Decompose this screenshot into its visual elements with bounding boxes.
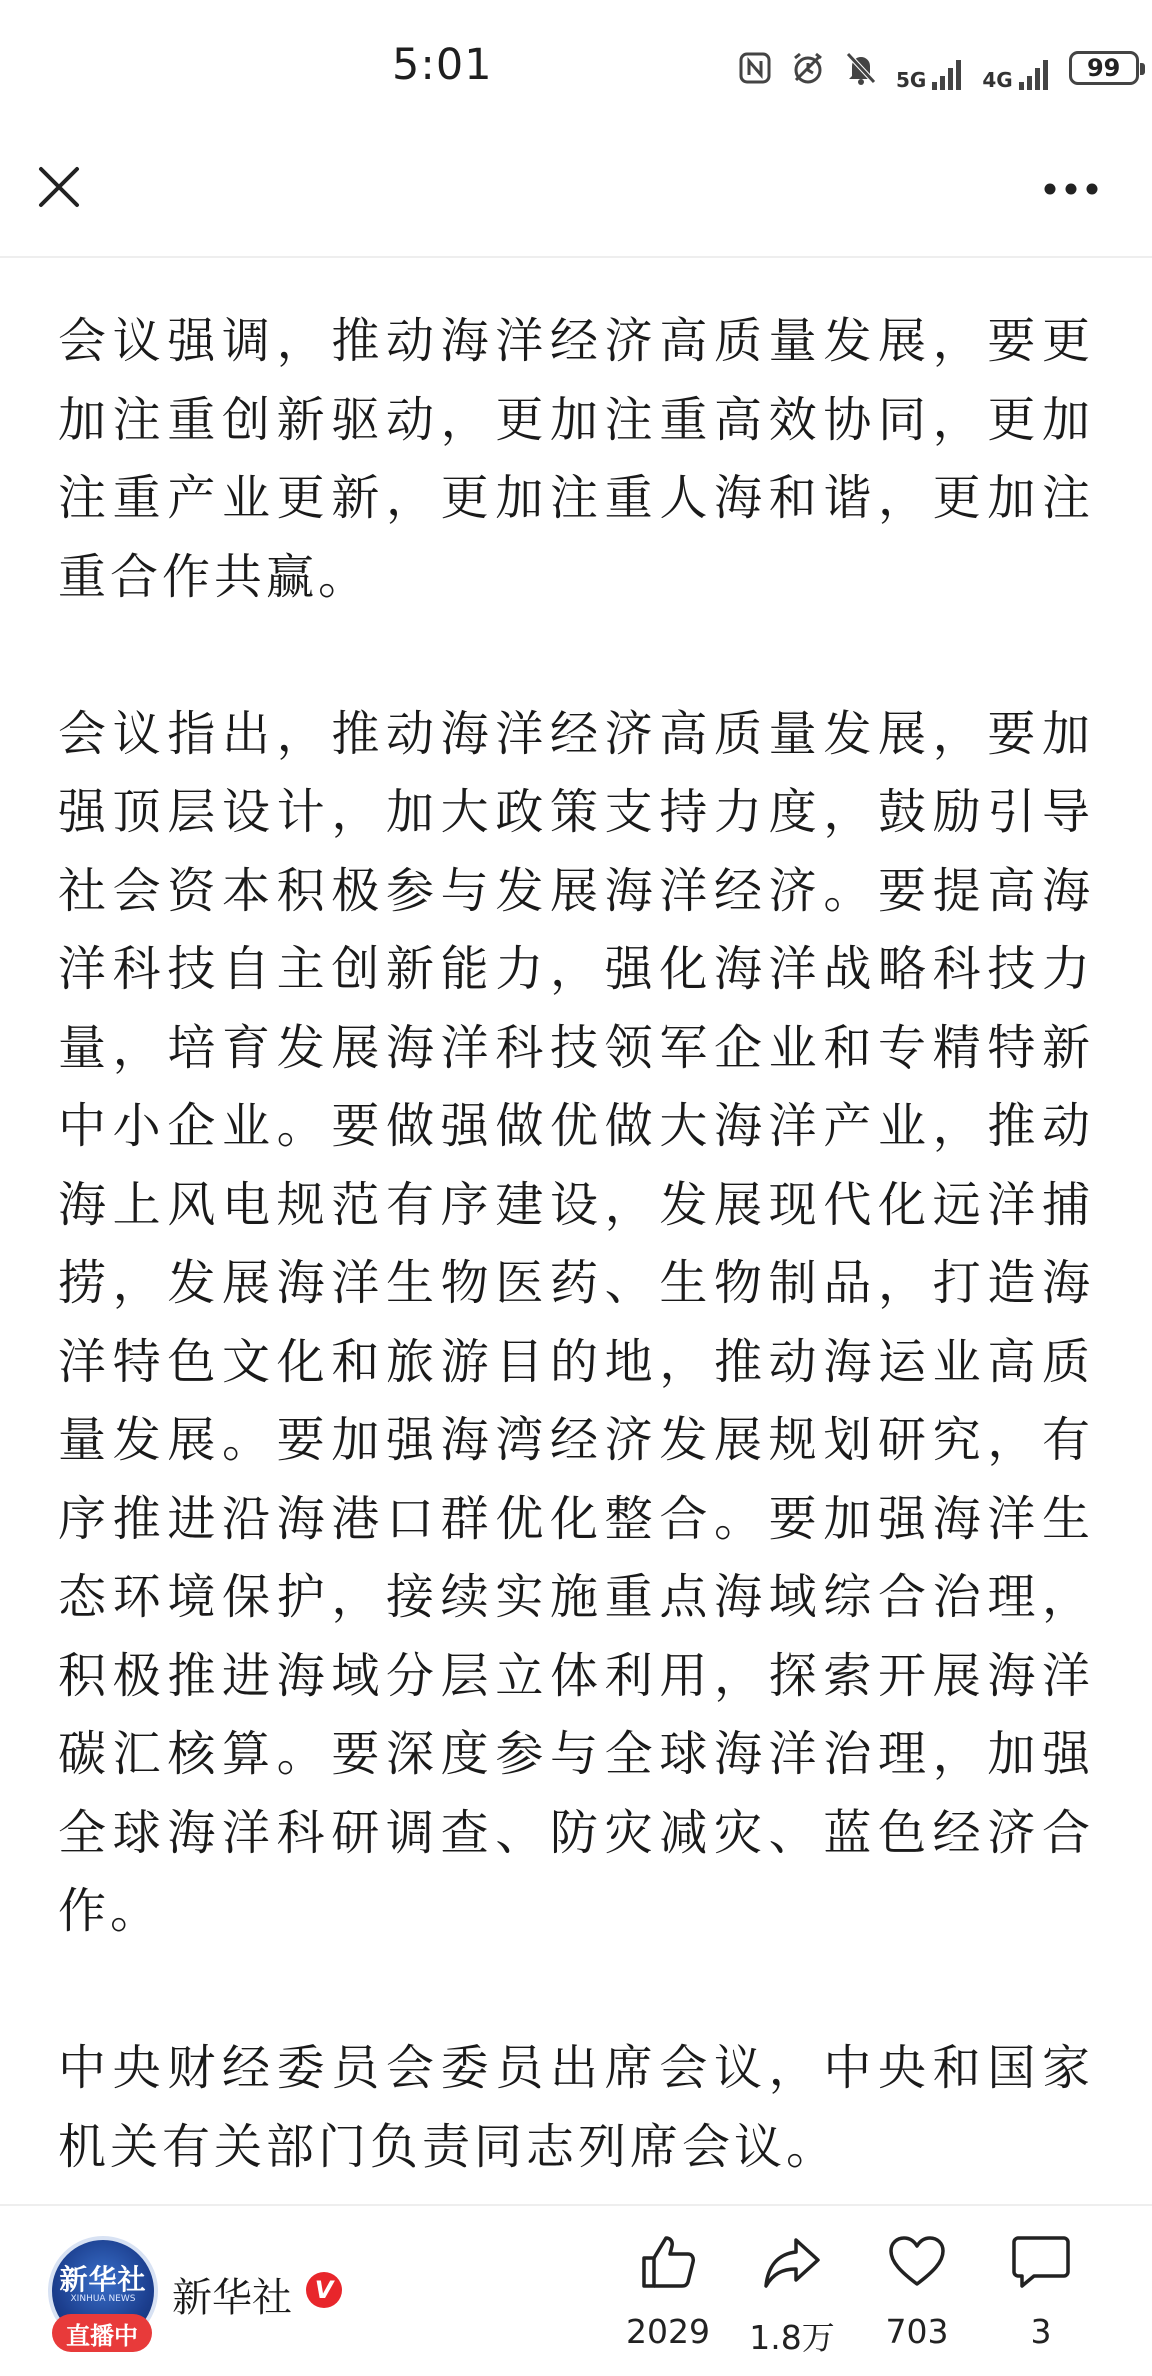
close-icon [37, 165, 81, 209]
heart-icon [887, 2232, 947, 2292]
signal-4g-icon [982, 46, 1050, 90]
like-count: 2029 [626, 2312, 710, 2351]
signal-4g-label: 4G [982, 68, 1013, 92]
top-bar [0, 134, 1152, 258]
author-name[interactable]: 新华社 [172, 2275, 292, 2321]
comment-button[interactable] [981, 2232, 1101, 2362]
status-bar [0, 0, 1152, 134]
comment-count: 3 [1030, 2312, 1052, 2351]
comment-icon [1010, 2232, 1072, 2292]
mute-icon [844, 46, 878, 90]
signal-5g-icon [896, 46, 964, 90]
live-badge[interactable]: 直播中 [52, 2314, 152, 2352]
avatar-logo-subtext: XINHUA NEWS [70, 2294, 136, 2304]
avatar-logo-text: 新华社 [59, 2263, 147, 2296]
share-icon [762, 2232, 822, 2292]
status-time: 5:01 [392, 40, 493, 90]
article-paragraph-1: 会议强调，推动海洋经济高质量发展，要更加注重创新驱动，更加注重高效协同，更加注重产业更新，更加注重人海和谐，更加注重合作共赢。 [58, 313, 1094, 605]
favorite-count: 703 [885, 2312, 949, 2351]
close-button[interactable] [30, 158, 88, 216]
favorite-button[interactable] [857, 2232, 977, 2362]
more-button[interactable] [1038, 164, 1104, 214]
like-button[interactable] [608, 2232, 728, 2362]
bottom-bar [0, 2204, 1152, 2376]
battery-level: 99 [1069, 51, 1139, 85]
more-icon [1043, 182, 1099, 196]
share-count: 1.8万 [749, 2318, 835, 2357]
thumbs-up-icon [638, 2232, 698, 2292]
article-paragraph-2: 会议指出，推动海洋经济高质量发展，要加强顶层设计，加大政策支持力度，鼓励引导社会资本积极参与发展海洋经济。要提高海洋科技自主创新能力，强化海洋战略科技力量，培育发展海洋科技领军企业和专精特新中小企业。要做强做优做大海洋产业，推动海上风电规范有序建设，发展现代化远洋捕捞，发展海洋生物医药、生物制品，打造海洋特色文化和旅游目的地，推动海运业高质量发展。要加强海湾经济发展规划研究，有序推进沿海港口群优化整合。要加强海洋生态环境保护，接续实施重点海域综合治理，积极推进海域分层立体利用，探索开展海洋碳汇核算。要深度参与全球海洋治理，加强全球海洋科研调查、防灾减灾、蓝色经济合作。 [58, 705, 1094, 1939]
alarm-icon [790, 46, 826, 90]
status-icons [738, 44, 1139, 92]
verified-icon: V [306, 2272, 342, 2308]
share-button[interactable] [732, 2232, 852, 2362]
article-paragraph-3: 中央财经委员会委员出席会议，中央和国家机关有关部门负责同志列席会议。 [58, 2040, 1094, 2175]
signal-5g-label: 5G [896, 68, 927, 92]
article-body [58, 302, 1094, 2265]
nfc-icon [738, 46, 772, 90]
battery-icon [1069, 46, 1139, 90]
